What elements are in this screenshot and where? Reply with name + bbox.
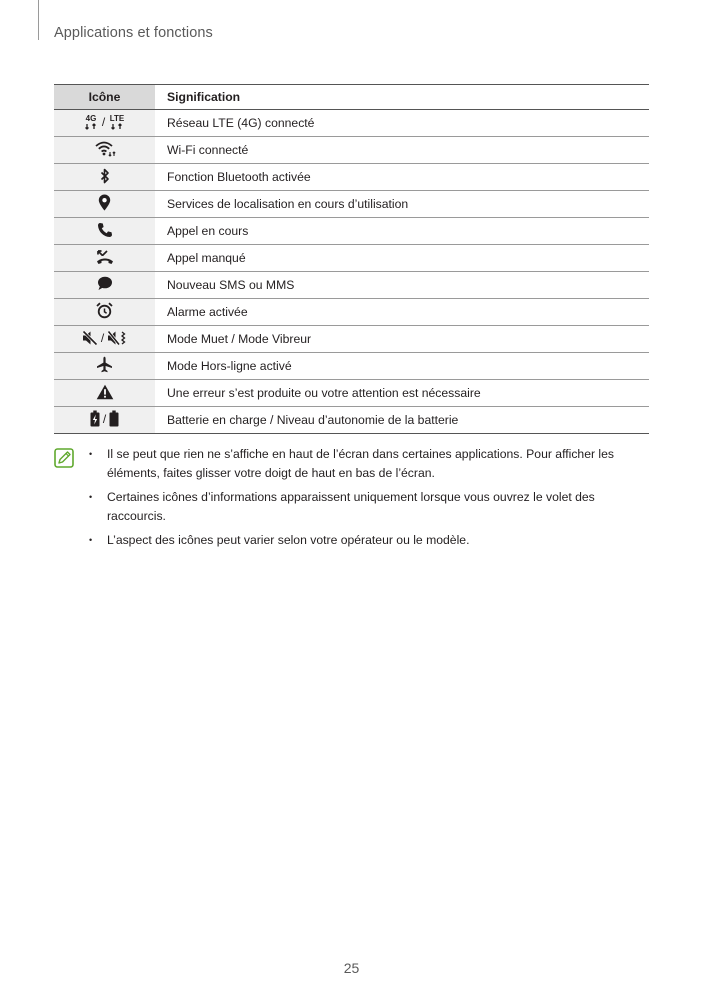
icon-cell <box>54 407 155 434</box>
battery-charging-icon <box>90 410 100 427</box>
icon-meaning-table <box>54 84 649 434</box>
meaning-cell: Services de localisation en cours d’utilisation <box>155 191 649 218</box>
table-row <box>54 110 649 137</box>
table-row <box>54 353 649 380</box>
bluetooth-icon <box>100 168 110 184</box>
icon-cell <box>54 272 155 299</box>
meaning-cell: Mode Hors-ligne activé <box>155 353 649 380</box>
4g-network-icon <box>83 113 99 131</box>
airplane-icon <box>96 356 113 373</box>
page-header-title: Applications et fonctions <box>54 25 213 41</box>
table-row <box>54 299 649 326</box>
table-row <box>54 326 649 353</box>
message-bubble-icon <box>97 276 113 291</box>
icon-cell <box>54 164 155 191</box>
icon-cell <box>54 110 155 137</box>
list-item: • Il se peut que rien ne s’affiche en haut de l’écran dans certaines applications. Pour afficher les éléments, faites glisser votre doigt de haut en bas de l’écran. <box>88 445 628 483</box>
table-row <box>54 272 649 299</box>
icon-cell <box>54 137 155 164</box>
table-row <box>54 218 649 245</box>
wifi-icon <box>94 140 116 157</box>
table-row <box>54 380 649 407</box>
table-row <box>54 137 649 164</box>
meaning-cell: Appel manqué <box>155 245 649 272</box>
missed-call-icon <box>96 249 114 265</box>
table-row <box>54 164 649 191</box>
list-item: • L’aspect des icônes peut varier selon votre opérateur ou le modèle. <box>88 531 628 550</box>
note-pencil-icon <box>54 448 74 468</box>
table-row <box>54 407 649 434</box>
icon-cell <box>54 191 155 218</box>
svg-text:LTE: LTE <box>109 113 125 123</box>
table-header-row <box>54 85 649 110</box>
meaning-cell: Nouveau SMS ou MMS <box>155 272 649 299</box>
vibrate-icon <box>107 330 127 346</box>
mute-icon <box>82 330 98 346</box>
lte-network-icon <box>108 113 126 131</box>
meaning-cell: Alarme activée <box>155 299 649 326</box>
column-header-icon: Icône <box>54 85 155 110</box>
meaning-cell: Appel en cours <box>155 218 649 245</box>
icon-cell <box>54 245 155 272</box>
page-number: 25 <box>343 960 360 976</box>
meaning-cell: Wi-Fi connecté <box>155 137 649 164</box>
separator-slash: / <box>102 411 107 426</box>
battery-level-icon <box>109 410 119 427</box>
separator-slash: / <box>101 114 106 129</box>
svg-text:4G: 4G <box>85 113 97 123</box>
column-header-meaning: Signification <box>155 85 649 110</box>
meaning-cell: Une erreur s’est produite ou votre attention est nécessaire <box>155 380 649 407</box>
header-rule <box>38 0 39 40</box>
icon-cell <box>54 326 155 353</box>
icon-cell <box>54 380 155 407</box>
notes-list <box>88 445 628 555</box>
meaning-cell: Batterie en charge / Niveau d’autonomie de la batterie <box>155 407 649 434</box>
icon-cell <box>54 218 155 245</box>
icon-cell <box>54 299 155 326</box>
warning-icon <box>96 384 114 400</box>
separator-slash: / <box>100 330 105 345</box>
meaning-cell: Réseau LTE (4G) connecté <box>155 110 649 137</box>
meaning-cell: Fonction Bluetooth activée <box>155 164 649 191</box>
location-pin-icon <box>98 194 111 211</box>
list-item: • Certaines icônes d’informations apparaissent uniquement lorsque vous ouvrez le volet des raccourcis. <box>88 488 628 526</box>
meaning-cell: Mode Muet / Mode Vibreur <box>155 326 649 353</box>
alarm-clock-icon <box>96 302 113 319</box>
table-row <box>54 191 649 218</box>
phone-call-icon <box>97 222 113 238</box>
icon-cell <box>54 353 155 380</box>
table-row <box>54 245 649 272</box>
